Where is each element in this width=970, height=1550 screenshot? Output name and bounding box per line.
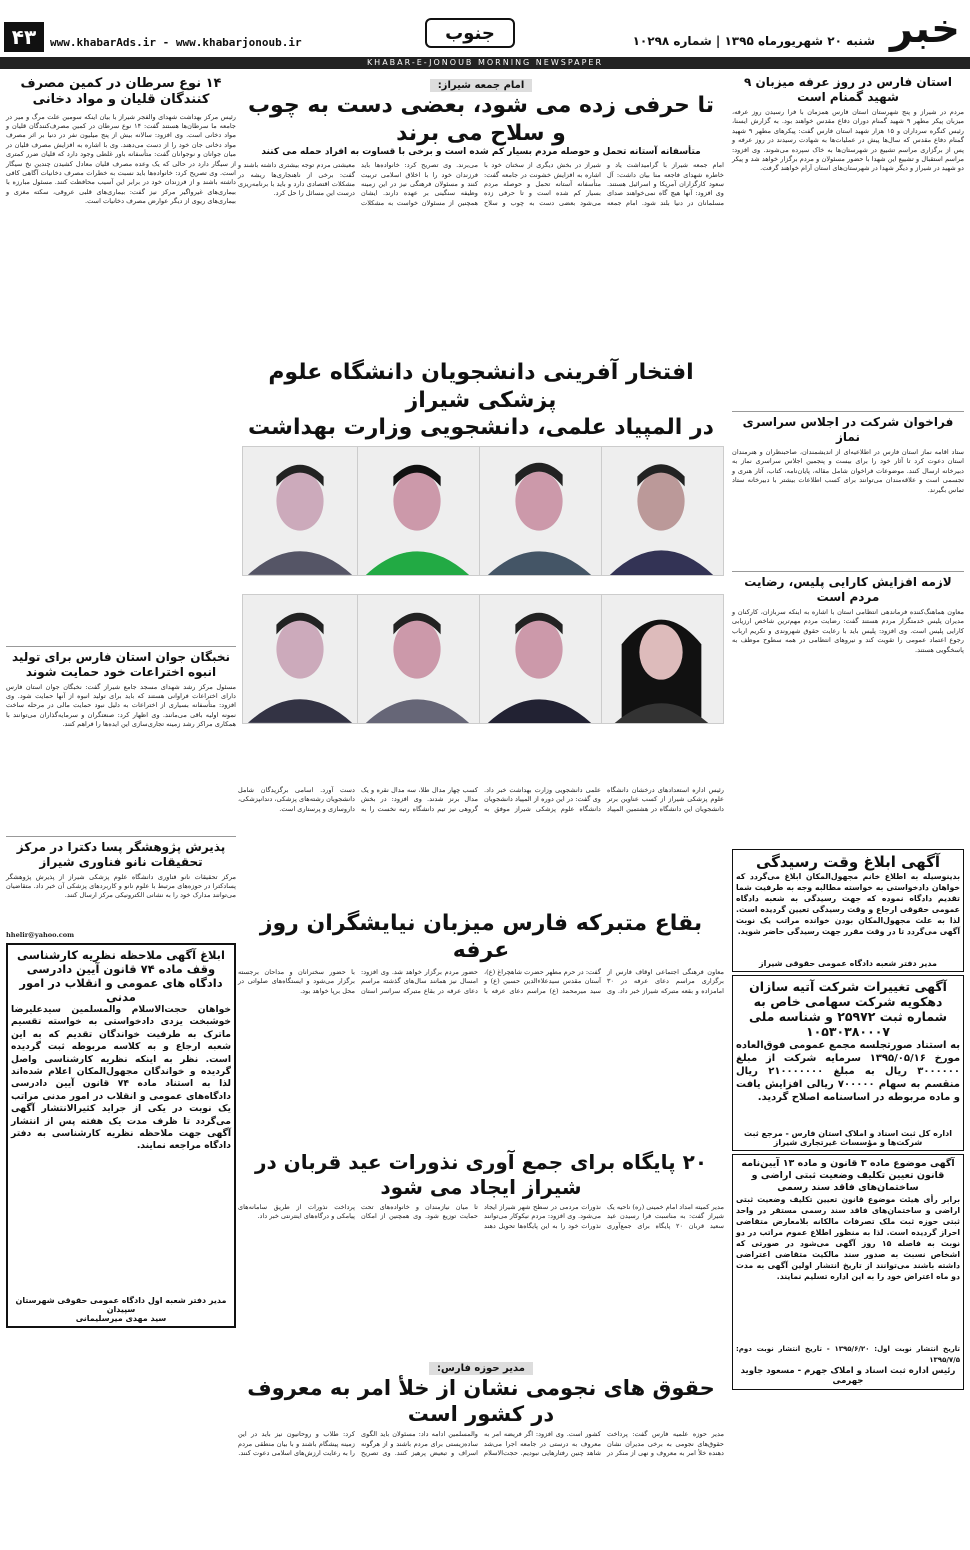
ad-company-body: به استناد صورتجلسه مجمع عمومی فوق‌العاده مورخ ۱۳۹۵/۰۵/۱۶ سرمایه شرکت از مبلغ ۳۰۰۰۰۰۰ ریال به مبلغ ۲۱۰۰۰۰۰۰۰ ریال منقسم به سهام ۷۰۰۰۰۰ ریالی افزایش یافت و ماده مربوطه در اساسنامه اصلاح گردید. (736, 1040, 961, 1103)
hawza-body: مدیر حوزه علمیه فارس گفت: پرداخت حقوق‌های نجومی به برخی مدیران نشان دهنده خلأ امر به معروف و نهی از منکر در کشور است. وی افزود: اگر فریضه امر به معروف به درستی در جامعه اجرا می‌شد شاهد چنین رفتارهایی نبودیم. حجت‌الاسلام والمسلمین ادامه داد: مسئولان باید الگوی ساده‌زیستی برای مردم باشند و از هرگونه اسراف و تبعیض پرهیز کنند. وی تصریح کرد: طلاب و روحانیون نیز باید در این زمینه پیشگام باشند و با بیان منطقی مردم را به رعایت ارزش‌های اسلامی دعوت کنند. (238, 1430, 724, 1458)
nano-email: hhelir@yahoo.com (6, 930, 75, 939)
ad-hearing-title: آگهی ابلاغ وقت رسیدگی (755, 853, 941, 871)
section-title: جنوب (425, 18, 515, 48)
olympiad-headline-2: در المپیاد علمی، دانشجویی وزارت بهداشت (248, 415, 714, 441)
ad-land-dates: تاریخ انتشار نوبت اول: ۱۳۹۵/۶/۲۰ - تاریخ انتشار نوبت دوم: ۱۳۹۵/۷/۵ (736, 1345, 960, 1364)
arafa-headline: بقاع متبرکه فارس میزبان نیایشگران روز عرفه (259, 910, 703, 964)
ad-expert-name: سید مهدی میرسلیمانی (75, 1313, 167, 1323)
student-photo (355, 594, 480, 724)
cancer-headline: ۱۴ نوع سرطان در کمین مصرف کنندگان قلیان و مواد دخانی (20, 76, 222, 108)
prayer-call-body: ستاد اقامه نماز استان فارس در اطلاعیه‌ای از اندیشمندان، صاحبنظران و هنرمندان استان دعوت کرد تا آثار خود را برای بیست و پنجمین اجلاس سراسری نماز به دبیرخانه ارسال کنند. موضوعات فراخوان شامل مقاله، پایان‌نامه، کتاب، آثار هنری و تجسمی است و علاقه‌مندان می‌توانند برای کسب اطلاعات بیشتر با دبیرخانه ستاد تماس بگیرند. (732, 448, 964, 494)
student-photo (477, 446, 602, 576)
olympiad-headline-1: افتخار آفرینی دانشجویان دانشگاه علوم پزشکی شیراز (268, 360, 694, 413)
lead-headline: تا حرفی زده می شود، بعضی دست به چوب و سلاح می برند (247, 93, 715, 146)
hawza-kicker: مدیر حوزه فارس: (429, 1362, 533, 1375)
page-number: ۴۳ (4, 22, 44, 52)
masthead-strap: KHABAR-E-JONOUB MORNING NEWSPAPER (0, 57, 970, 69)
ad-hearing-notice (732, 849, 964, 972)
martyrs-headline: استان فارس در روز عرفه میزبان ۹ شهید گمنام است (744, 75, 952, 104)
student-photo (599, 446, 724, 576)
ad-hearing-signature: مدیر دفتر شعبه دادگاه عمومی حقوقی شیراز (759, 959, 937, 968)
ad-land-title: آگهی موضوع ماده ۳ قانون و ماده ۱۳ آیین‌نامه قانون تعیین تکلیف وضعیت ثبتی اراضی و ساختمان‌های فاقد سند رسمی (741, 1158, 955, 1193)
ad-land-notice (732, 1154, 964, 1390)
martyrs-body: مردم در شیراز و پنج شهرستان استان فارس همزمان با فرا رسیدن روز عرفه، میزبان پیکر مطهر ۹ شهید گمنام دوران دفاع مقدس خواهند بود. به گزارش ایسنا، رئیس کنگره سرداران و ۱۵ هزار شهید استان فارس گفت: پیکرهای مطهر ۹ شهید گمنام دفاع مقدس که سال‌ها پیش در عملیات‌ها به شهادت رسیدند در روز عرفه و پس از برگزاری مراسم تشییع در شهرستان‌ها به خاک سپرده می‌شوند. وی افزود: مراسم استقبال و تشییع این شهدا با حضور مسئولان و مردم برگزار خواهد شد و پیکر دو شهید در شیراز و دیگر شهدا در شهرستان‌های استان آرام خواهند گرفت. (732, 108, 964, 173)
elites-body: مسئول مرکز رشد شهدای مسجد جامع شیراز گفت: نخبگان جوان استان فارس دارای اختراعات فراوانی هستند که باید برای تولید انبوه از آنها حمایت شود. وی افزود: متأسفانه بسیاری از اختراعات به دلیل نبود حمایت مالی در مرحله ساخت نمونه اولیه باقی می‌مانند. وی اظهار کرد: صنعتگران و سرمایه‌گذاران می‌توانند با همکاری مراکز رشد زمینه تجاری‌سازی این ایده‌ها را فراهم کنند. (6, 682, 236, 729)
qurban-body: مدیر کمیته امداد امام خمینی (ره) ناحیه یک شیراز گفت: به مناسبت فرا رسیدن عید سعید قربان ۲۰ پایگاه برای جمع‌آوری نذورات مردمی در سطح شهر شیراز ایجاد می‌شود. وی افزود: مردم نیکوکار می‌توانند نذورات خود را به این پایگاه‌ها تحویل دهند تا میان نیازمندان و خانواده‌های تحت حمایت توزیع شود. وی همچنین از امکان پرداخت نذورات از طریق سامانه‌های پیامکی و درگاه‌های اینترنتی خبر داد. (238, 1202, 724, 1230)
lead-body: امام جمعه شیراز با گرامیداشت یاد و خاطره شهدای فاجعه منا بیان داشت: آل سعود کارگزاران آمریکا و اسرائیل هستند. وی افزود: آنها هیچ گاه نمی‌خواهند صدای مسلمانان در دنیا بلند شود. امام جمعه شیراز در بخش دیگری از سخنان خود با اشاره به افزایش خشونت در جامعه گفت: متأسفانه آستانه تحمل و حوصله مردم بسیار کم شده است و تا حرفی زده می‌شود بعضی دست به چوب و سلاح می‌برند. وی تصریح کرد: خانواده‌ها باید فرزندان خود را با اخلاق اسلامی تربیت کنند و مسئولان فرهنگی نیز در این زمینه وظیفه سنگینی بر عهده دارند. ایشان همچنین از مسئولان خواست به مشکلات معیشتی مردم توجه بیشتری داشته باشند و گفت: برخی از ناهنجاری‌ها ریشه در مشکلات اقتصادی دارد و باید با برنامه‌ریزی درست این مسائل را حل کرد. (238, 161, 724, 207)
student-photo (477, 594, 602, 724)
left-column (6, 72, 236, 1430)
prayer-call-headline: فراخوان شرکت در اجلاس سراسری نماز (742, 415, 954, 444)
student-photo (355, 446, 480, 576)
ad-company-change (732, 975, 964, 1151)
ad-land-signature: رئیس اداره ثبت اسناد و املاک جهرم - مسعود جاوید جهرمی (740, 1366, 956, 1386)
masthead (0, 0, 970, 70)
elites-headline: نخبگان جوان استان فارس برای تولید انبوه اختراعات خود حمایت شوند (11, 649, 231, 679)
student-photos (238, 446, 724, 786)
ad-company-signature: اداره کل ثبت اسناد و املاک استان فارس - مرجع ثبت شرکت‌ها و مؤسسات غیرتجاری شیراز (743, 1129, 953, 1147)
newspaper-logo (890, 4, 960, 54)
lead-kicker: امام جمعه شیراز: (430, 79, 533, 92)
lead-subheadline: متأسفانه آستانه تحمل و حوصله مردم بسیار کم شده است و برخی با قساوت به افراد حمله می کنند (261, 147, 701, 157)
ad-company-title: آگهی تغییرات شرکت آتیه سازان دهکویه شرکت سهامی خاص به شماره ثبت ۲۵۹۷۲ و شناسه ملی ۱۰۵۳۰۳۸۰۰۰۷ (748, 979, 948, 1039)
website-urls: www.khabarAds.ir - www.khabarjonoub.ir (50, 36, 302, 49)
arafa-body: معاون فرهنگی اجتماعی اوقاف فارس از برگزاری مراسم دعای عرفه در ۳۰ امامزاده و بقعه متبرکه شیراز خبر داد. وی گفت: در حرم مطهر حضرت شاهچراغ (ع)، آستان مقدس سیدعلاءالدین حسین (ع) و سید میرمحمد (ع) مراسم دعای عرفه با حضور مردم برگزار خواهد شد. وی افزود: امسال نیز همانند سال‌های گذشته مراسم دعای عرفه در بقاع متبرکه سراسر استان با حضور سخنرانان و مداحان برجسته برگزار می‌شود و ایستگاه‌های صلواتی در محل برپا خواهد بود. (238, 967, 724, 995)
police-body: معاون هماهنگ‌کننده فرماندهی انتظامی استان با اشاره به اینکه سربازان، کارکنان و مدیران پلیس خدمتگزار مردم هستند گفت: رضایت مردم مهم‌ترین شاخص ارزیابی کارایی پلیس است. وی افزود: پلیس باید با رعایت حقوق شهروندی و تکریم ارباب رجوع اعتماد عمومی را تقویت کند و نیروهای انتظامی در همه سطوح موظف به پاسخگویی هستند. (732, 608, 964, 654)
cancer-body: رئیس مرکز بهداشت شهدای والفجر شیراز با بیان اینکه سومین علت مرگ و میر در جامعه ما سرطان‌ها هستند گفت: ۱۴ نوع سرطان در کمین مصرف‌کنندگان قلیان و مواد دخانی است. وی افزود: سالانه بیش از پنج میلیون نفر در دنیا بر اثر مصرف مواد دخانی جان خود را از دست می‌دهند. وی با اشاره به افزایش مصرف قلیان در میان جوانان و نوجوانان گفت: متأسفانه باور غلطی وجود دارد که قلیان ضرر کمتری از سیگار دارد در حالی که یک وعده مصرف قلیان معادل کشیدن چندین نخ سیگار است. وی تصریح کرد: خانواده‌ها باید نسبت به خطرات مصرف دخانیات آگاهی کافی داشته باشند و از فرزندان خود در برابر این آسیب محافظت کنند. مسئول مبارزه با بیماری‌های غیرواگیر مرکز نیز گفت: بیماری‌های قلبی عروقی، سکته مغزی و بیماری‌های ریوی از دیگر عوارض مصرف دخانیات است. (6, 112, 236, 206)
student-photo (242, 594, 358, 724)
ad-hearing-body: بدینوسیله به اطلاع خانم مجهول‌المکان ابلاغ می‌گردد که خواهان دادخواستی به خواسته مطالبه وجه به طرفیت شما تقدیم دادگاه نموده که جهت رسیدگی به شعبه دادگاه عمومی حقوقی ارجاع و وقت رسیدگی تعیین گردیده است. لذا به علت مجهول‌المکان بودن خوانده مراتب یک نوبت آگهی می‌گردد تا در وقت مقرر جهت رسیدگی حاضر شوید. (736, 872, 960, 936)
ad-expert-signature: مدیر دفتر شعبه اول دادگاه عمومی حقوقی شهرستان سپیدان (15, 1295, 227, 1314)
hawza-headline: حقوق های نجومی نشان از خلأ امر به معروف در کشور است (247, 1375, 715, 1426)
student-photo (599, 594, 724, 724)
ad-expert-title: ابلاغ آگهی ملاحظه نظریه کارشناسی وقف ماده ۷۴ قانون آیین دادرسی دادگاه های عمومی و انقلاب در امور مدنی (17, 947, 225, 1004)
police-headline: لازمه افزایش کارایی پلیس، رضایت مردم است (744, 575, 952, 604)
ad-expert-body: خواهان حجت‌الاسلام والمسلمین سیدعلیرضا خوشبخت‌ یزدی دادخواستی به خواسته تقسیم ماترک به طرفیت خواندگان تقدیم که به این شعبه ارجاع و به کلاسه مربوطه ثبت گردیده است. نظر به اینکه نظریه کارشناسی واصل گردیده و خواندگان مجهول‌المکان اعلام شده‌اند لذا به استناد ماده ۷۴ قانون آیین دادرسی دادگاه‌های عمومی و انقلاب در امور مدنی مراتب یک نوبت در یکی از جراید کثیرالانتشار آگهی می‌گردد تا ظرف مدت یک هفته پس از انتشار آگهی جهت ملاحظه نظریه کارشناسی به دفتر دادگاه مراجعه نمایند. (11, 1003, 231, 1152)
nano-body: مرکز تحقیقات نانو فناوری دانشگاه علوم پزشکی شیراز از پذیرش پژوهشگر پسادکترا در حوزه‌های مرتبط با علوم نانو و کاربردهای پزشکی آن خبر داد. متقاضیان می‌توانند مدارک خود را به نشانی الکترونیکی مرکز ارسال کنند. (6, 872, 236, 900)
ad-expert-notice (6, 943, 236, 1328)
olympiad-body: رئیس اداره استعدادهای درخشان دانشگاه علوم پزشکی شیراز از کسب عناوین برتر دانشجویان این دانشگاه در هشتمین المپیاد علمی دانشجویی وزارت بهداشت خبر داد. وی گفت: در این دوره از المپیاد دانشجویان دانشگاه علوم پزشکی شیراز موفق به کسب چهار مدال طلا، سه مدال نقره و یک مدال برنز شدند. وی افزود: در بخش گروهی نیز تیم دانشگاه رتبه نخست را به دست آورد. اسامی برگزیدگان شامل دانشجویان رشته‌های پزشکی، دندانپزشکی، داروسازی و پرستاری است. (238, 785, 724, 813)
qurban-headline: ۲۰ پایگاه برای جمع آوری نذورات عید قربان در شیراز ایجاد می شود (254, 1149, 708, 1199)
nano-headline: پذیرش پژوهشگر پسا دکترا در مرکز تحقیقات نانو فناوری شیراز (16, 839, 226, 869)
right-column (732, 72, 964, 1430)
main-column (238, 72, 724, 1458)
logo-text: خبر (889, 6, 961, 52)
student-photo (242, 446, 358, 576)
ad-land-body: برابر رأی هیئت موضوع قانون تعیین تکلیف وضعیت ثبتی اراضی و ساختمان‌های فاقد سند رسمی مستقر در واحد ثبتی حوزه ثبت ملک تصرفات مالکانه بلامعارض متقاضی احراز گردیده است. لذا به منظور اطلاع عموم مراتب در دو نوبت به فاصله ۱۵ روز آگهی می‌شود در صورتی که اشخاص نسبت به صدور سند مالکیت متقاضی اعتراضی داشته باشند می‌توانند از تاریخ انتشار اولین آگهی به مدت دو ماه اعتراض خود را به این اداره تسلیم نمایند. (736, 1195, 960, 1281)
issue-date: شنبه ۲۰ شهریورماه ۱۳۹۵ | شماره ۱۰۲۹۸ (632, 34, 875, 48)
